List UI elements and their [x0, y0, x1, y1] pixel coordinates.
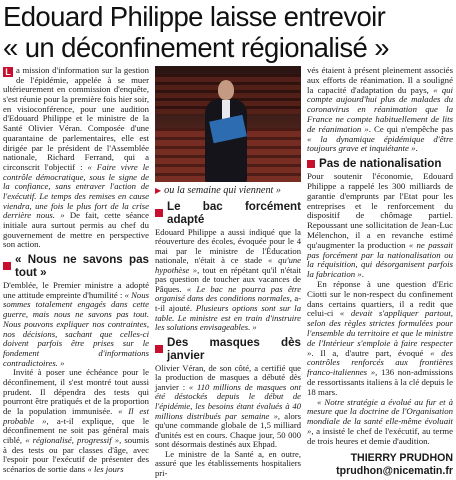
subheading-nous-ne-savons	[3, 253, 149, 279]
paragraph: Pour soutenir l'économie, Edouard Philippe a rappelé les 300 milliards de garantie d'emprunts par l'Etat pour les entreprises et le renforcement du dispositif de chômage partiel. Repoussant une sollicitation de Jean-Luc Mélenchon, il a en revanche estimé qu'augmenter la production « ne passait pas forcément par la nationalisation ou la réquisition, qui désorganisent parfois la fabrication ».	[307, 171, 453, 280]
column-3	[307, 66, 453, 446]
caption-arrow-icon: ▶	[155, 186, 162, 195]
paragraph: Invité à poser une échéance pour le déconfinement, il s'est montré tout aussi prudent. Il dépendra des tests qui pourront être pratiqués et de la proportion de la population immunisée. « Il est probable », a-t-il explique, que le déconfinement ne soit pas général mais ciblé, « régionalisé, progressif », soumis à des tests ou par classes d'âge, avec l'espoir pour l'exécutif de présenter des scénarios de sortie dans « les jours	[3, 367, 150, 475]
paragraph: Le ministre de la Santé a, en outre, assuré que les établissements hospitaliers pri-	[155, 448, 301, 478]
paragraph: Edouard Philippe a aussi indiqué que la réouverture des écoles, évoquée pour le 4 mai par le ministre de l'Éducation nationale, n'était à ce stade « qu'une hypothèse », tout en répétant qu'il n'était pas question de toucher aux vacances de Pâques. « Le bac ne pourra pas être organisé dans des conditions normales, a-t-il ajouté. Plusieurs options sont sur la table. Le ministre est en train d'instruire les solutions envisageables. »	[155, 226, 302, 333]
column-1	[3, 66, 149, 475]
photo-edouard-philippe	[155, 66, 301, 182]
intro-paragraph: L a mission d'information sur la gestion de l'épidémie, appelée à se muer ultérieurement en commission d'enquête, s'est réunie pour la première fois hier soir, en visioconférence, pour une audition d'Edouard Philippe et le ministre de la Santé Olivier Véran. Composée d'une quarantaine de parlementaires, elle est dirigée par le président de l'Assemblée nationale, Richard Ferrand, qui a circonscrit l'objectif : « Faire vivre le contrôle démocratique, sous le signe de la confiance, sans entraver l'action de l'exécutif. Le temps des remises en cause viendra, une fois le plus fort de la crise derrière nous. » De fait, cette séance initiale aura surtout permis au chef du gouvernement de mettre en perspective son action.	[3, 65, 149, 250]
subheading-text: « Nous ne savons pas tout »	[15, 253, 149, 280]
subheading-masques	[155, 336, 301, 362]
headline-line-1: Edouard Philippe laisse entrevoir	[3, 1, 386, 32]
square-bullet-icon	[155, 345, 163, 353]
subheading-text: Des masques dès janvier	[167, 335, 301, 362]
author-email[interactable]: tprudhon@nicematin.fr	[336, 465, 453, 477]
subheading-bac	[155, 200, 301, 226]
subheading-text: Le bac forcément adapté	[167, 199, 301, 226]
paragraph: D'emblée, le Premier ministre a adopté une attitude empreinte d'humilité : « Nous sommes totalement engagés dans cette guerre, mais nous ne savons pas tout. Nous pouvons expliquer nos contraintes, nos décisions, sachant que celles-ci doivent parfois être prises sur le fondement d'informations contradictoires. »	[3, 280, 149, 368]
headline	[3, 1, 455, 63]
paragraph: vés étaient à présent pleinement associés aux efforts de réanimation. Il a souligné la capacité d'adaptation du pays, « qui compte aujourd'hui plus de malades du coronavirus en réanimation que la France ne compte habituellement de lits de réanimation ». Ce qui n'empêche pas « la dynamique épidémique d'être toujours grave et inquiétante ».	[307, 65, 453, 154]
author-name: THIERRY PRUDHON	[350, 452, 453, 464]
paragraph: « Notre stratégie a évolué au fur et à mesure que la doctrine de l'Organisation mondiale de la santé elle-même évoluait », a insisté le chef de l'exécutif, au terme de trois heures et demie d'audition.	[307, 396, 453, 446]
column-2	[155, 66, 301, 478]
square-bullet-icon	[3, 262, 11, 270]
square-bullet-icon	[155, 209, 163, 217]
photo-caption: ▶ ou la semaine qui viennent »	[155, 185, 282, 196]
drop-cap: L	[3, 67, 13, 77]
square-bullet-icon	[307, 160, 315, 168]
paragraph: Olivier Véran, de son côté, a certifié que la production de masques a débuté dès janvier : « 110 millions de masques ont été déstockés depuis le début de l'épidémie, les besoins étant évalués à 40 millions distribués par semaine », alors qu'une commande globale de 1,5 milliard d'unités est en cours. Chaque jour, 50 000 sont désormais destinés aux Ehpad.	[155, 362, 301, 450]
headline-line-2: « un déconfinement régionalisé »	[3, 32, 389, 63]
subheading-text: Pas de nationalisation	[319, 157, 442, 171]
paragraph: En réponse à une question d'Eric Ciotti sur le non-respect du confinement dans certains quartiers, il a redit que celui-ci « devait s'appliquer partout, selon des règles strictes formulées pour l'ensemble du territoire et que le ministre de l'Intérieur s'emploie à faire respecter ». Il a, d'autre part, évoqué « des contrôles renforcés aux frontières franco-italiennes », 136 non-admissions de ressortissants italiens à la clé depuis le 18 mars.	[307, 278, 454, 397]
subheading-nationalisation	[307, 157, 453, 170]
